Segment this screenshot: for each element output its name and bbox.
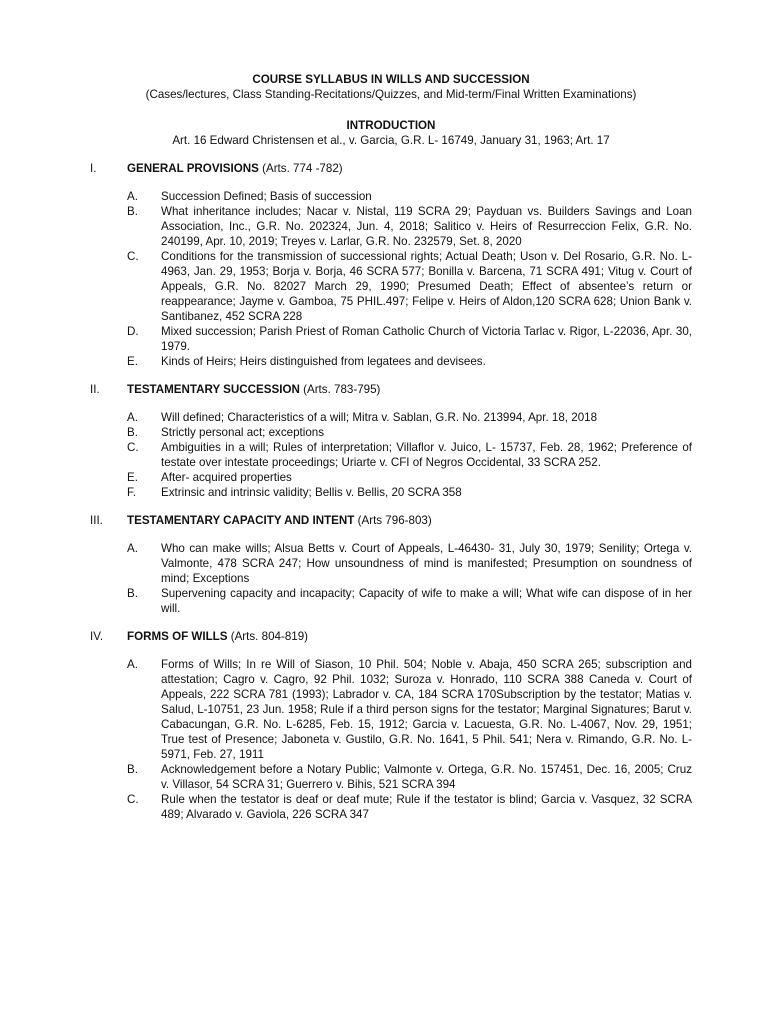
list-item	[127, 586, 692, 616]
item-letter: A.	[127, 411, 138, 424]
list-item	[127, 657, 692, 762]
list-item	[127, 792, 692, 822]
item-letter: A.	[127, 542, 138, 555]
section	[90, 513, 692, 616]
item-text: Succession Defined; Basis of succession	[161, 190, 372, 203]
list-item	[127, 440, 692, 470]
item-letter: B.	[127, 426, 138, 439]
section-items	[127, 189, 692, 369]
section-title: FORMS OF WILLS	[127, 630, 228, 643]
section-heading-text	[127, 629, 308, 644]
item-text: Will defined; Characteristics of a will; Mitra v. Sablan, G.R. No. 213994, Apr. 18, 2018	[161, 411, 598, 424]
section-heading-text	[127, 513, 432, 528]
section	[90, 629, 692, 822]
section-title: GENERAL PROVISIONS	[127, 162, 259, 175]
item-letter: B.	[127, 587, 138, 600]
section	[90, 382, 692, 500]
section-numeral: IV.	[90, 630, 104, 643]
section-items	[127, 657, 692, 822]
list-item	[127, 470, 692, 485]
section	[90, 161, 692, 369]
item-letter: E.	[127, 355, 138, 368]
item-text: Mixed succession; Parish Priest of Roman Catholic Church of Victoria Tarlac v. Rigor, L-22036, Apr. 30, 1979.	[161, 325, 692, 353]
item-text: Acknowledgement before a Notary Public; Valmonte v. Ortega, G.R. No. 157451, Dec. 16, 2005; Cruz v. Villasor, 54 SCRA 31; Guerrero v. Bihis, 521 SCRA 394	[161, 763, 692, 791]
section-numeral: III.	[90, 514, 103, 527]
item-text: Ambiguities in a will; Rules of interpretation; Villaflor v. Juico, L- 15737, Feb. 28, 1962; Preference of testate over intestate proceedings; Uriarte v. CFI of Negros Occidental, 33 SCRA 252.	[161, 441, 692, 469]
list-item	[127, 204, 692, 249]
item-text: Who can make wills; Alsua Betts v. Court of Appeals, L-46430- 31, July 30, 1979; Senility; Ortega v. Valmonte, 478 SCRA 247; How unsoundness of mind is manifested; Presumption on soundness of mind; Exceptions	[161, 542, 692, 585]
introduction-heading: INTRODUCTION	[346, 119, 436, 132]
item-letter: A.	[127, 658, 138, 671]
item-letter: B.	[127, 205, 138, 218]
item-text: Forms of Wills; In re Will of Siason, 10 Phil. 504; Noble v. Abaja, 450 SCRA 265; subscription and attestation; Cagro v. Cagro, 92 Phil. 1032; Suroza v. Honrado, 110 SCRA 388 Caneda v. Court of Appeals, 222 SCRA 781 (1993); Labrador v. CA, 184 SCRA 170Subscription by the testator; Matias v. Salud, L-10751, 23 Jun. 1958; Rule if a third person signs for the testator; Marginal Signatures; Barut v. Cabacungan, G.R. No. L-6285, Feb. 15, 1912; Garcia v. Lacuesta, G.R. No. L-4067, Nov. 29, 1951; True test of Presence; Jaboneta v. Gustilo, G.R. No. 1641, 5 Phil. 541; Nera v. Rimando, G.R. No. L-5971, Feb. 27, 1911	[161, 658, 692, 761]
section-heading	[90, 161, 692, 176]
item-text: Rule when the testator is deaf or deaf mute; Rule if the testator is blind; Garcia v. Vasquez, 32 SCRA 489; Alvarado v. Gaviola, 226 SCRA 347	[161, 793, 692, 821]
item-text: What inheritance includes; Nacar v. Nistal, 119 SCRA 29; Payduan vs. Builders Savings and Loan Association, Inc., G.R. No. 202324, Jun. 4, 2018; Salitico v. Heirs of Resurreccion Felix, G.R. No. 240199, Apr. 10, 2019; Treyes v. Larlar, G.R. No. 232579, Set. 8, 2020	[161, 205, 692, 248]
section-heading-text	[127, 382, 380, 397]
list-item	[127, 762, 692, 792]
item-letter: F.	[127, 486, 137, 499]
section-title: TESTAMENTARY CAPACITY AND INTENT	[127, 514, 355, 527]
list-item	[127, 354, 692, 369]
list-item	[127, 249, 692, 324]
list-item	[90, 410, 692, 425]
list-item	[127, 541, 692, 586]
list-item	[127, 485, 692, 500]
list-item	[127, 425, 692, 440]
introduction-text: Art. 16 Edward Christensen et al., v. Garcia, G.R. L- 16749, January 31, 1963; Art. 17	[172, 134, 610, 147]
list-item	[127, 189, 692, 204]
section-articles: (Arts. 804-819)	[230, 630, 309, 643]
section-title: TESTAMENTARY SUCCESSION	[127, 383, 300, 396]
item-letter: C.	[127, 793, 139, 806]
section-numeral: I.	[90, 162, 97, 175]
section-articles: (Arts. 774 -782)	[262, 162, 343, 175]
section-articles: (Arts. 783-795)	[303, 383, 381, 396]
sections-container	[90, 161, 692, 822]
section-articles: (Arts 796-803)	[357, 514, 432, 527]
document-title: COURSE SYLLABUS IN WILLS AND SUCCESSION	[252, 73, 530, 86]
section-heading	[90, 382, 692, 397]
item-letter: B.	[127, 763, 138, 776]
item-letter: E.	[127, 471, 138, 484]
section-numeral: II.	[90, 383, 100, 396]
document-subtitle: (Cases/lectures, Class Standing-Recitations/Quizzes, and Mid-term/Final Written Examinations)	[145, 88, 637, 101]
item-text: Kinds of Heirs; Heirs distinguished from legatees and devisees.	[161, 355, 486, 368]
section-heading-text	[127, 161, 343, 176]
item-text: Strictly personal act; exceptions	[161, 426, 325, 439]
section-heading	[90, 629, 692, 644]
item-text: After- acquired properties	[161, 471, 292, 484]
item-text: Supervening capacity and incapacity; Capacity of wife to make a will; What wife can dispose of in her will.	[161, 587, 692, 615]
item-text: Extrinsic and intrinsic validity; Bellis v. Bellis, 20 SCRA 358	[161, 486, 462, 499]
list-item	[127, 324, 692, 354]
item-letter: A.	[127, 190, 138, 203]
section-heading	[90, 513, 692, 528]
section-items	[127, 541, 692, 616]
item-letter: C.	[127, 250, 139, 263]
section-items	[127, 410, 692, 500]
item-text: Conditions for the transmission of successional rights; Actual Death; Uson v. Del Rosario, G.R. No. L-4963, Jan. 29, 1953; Borja v. Borja, 46 SCRA 577; Bonilla v. Barcena, 71 SCRA 491; Vitug v. Court of Appeals, G.R. No. 82027 March 29, 1990; Presumed Death; Effect of absentee’s return or reappearance; Jayme v. Gamboa, 75 PHIL.497; Felipe v. Heirs of Aldon,120 SCRA 628; Union Bank v. Santibanez, 452 SCRA 228	[161, 250, 692, 323]
item-letter: C.	[127, 441, 139, 454]
item-letter: D.	[127, 325, 139, 338]
